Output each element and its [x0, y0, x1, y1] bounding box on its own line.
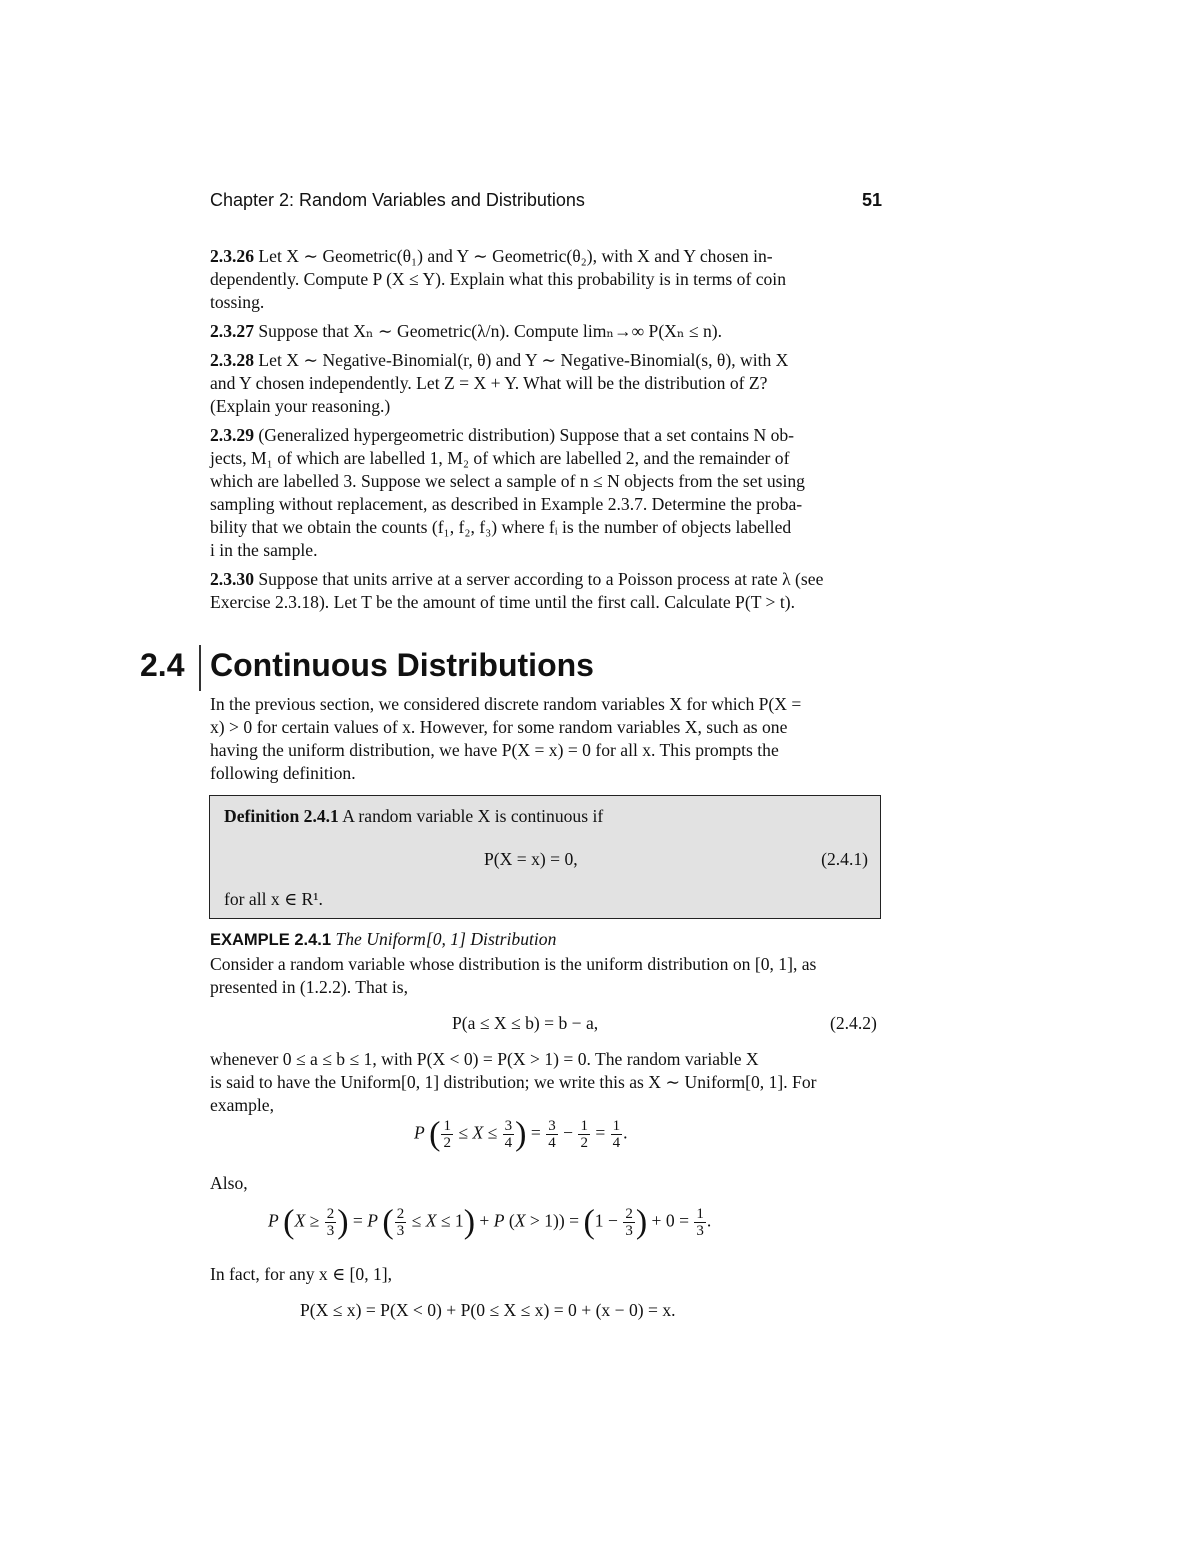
- intro-line: x) > 0 for certain values of x. However, for some random variables X, such as one: [210, 717, 788, 737]
- exercise-text: Suppose that Xₙ ∼ Geometric(λ/n). Compute limₙ→∞ P(Xₙ ≤ n).: [253, 321, 723, 341]
- example-label: EXAMPLE 2.4.1: [210, 931, 332, 949]
- example-continued: [210, 1048, 884, 1117]
- fraction-equation-2: P (X ≥ $\frac{2}{3}$ ) = P ( $\frac{2}{3}$ ≤ X ≤ 1) + P (X > 1)) = (1 − $\frac{2}{3}$ ) + 0 = $\frac{1}{3}$ .: [268, 1203, 712, 1241]
- running-header: [210, 190, 882, 214]
- exercise: [210, 568, 884, 614]
- exercise-text: i in the sample.: [210, 540, 318, 560]
- example-line: is said to have the Uniform[0, 1] distribution; we write this as X ∼ Uniform[0, 1]. For: [210, 1072, 817, 1092]
- exercise-number: 2.3.29: [210, 425, 254, 445]
- exercise-text: Let X ∼ Geometric(θ₁) and Y ∼ Geometric(θ₂), with X and Y chosen in-: [253, 246, 773, 266]
- exercise: [210, 424, 884, 562]
- example-line: presented in (1.2.2). That is,: [210, 977, 409, 997]
- equation-tag: (2.4.1): [821, 849, 868, 869]
- infact-line: [210, 1263, 884, 1286]
- exercise-text: jects, M₁ of which are labelled 1, M₂ of which are labelled 2, and the remainder of: [210, 448, 790, 468]
- exercise-text: Let X ∼ Negative-Binomial(r, θ) and Y ∼ Negative-Binomial(s, θ), with X: [253, 350, 789, 370]
- example-text: [210, 953, 884, 999]
- intro-line: having the uniform distribution, we have P(X = x) = 0 for all x. This prompts the: [210, 740, 779, 760]
- intro-text: [210, 693, 884, 785]
- example-body: [210, 953, 884, 999]
- definition-text: A random variable X is continuous if: [338, 806, 604, 826]
- example-line: example,: [210, 1095, 274, 1115]
- exercise-text: (Generalized hypergeometric distribution) Suppose that a set contains N ob-: [253, 425, 795, 445]
- intro-paragraph: [210, 693, 884, 785]
- exercise: [210, 320, 884, 343]
- exercise: [210, 349, 884, 418]
- exercise: [210, 245, 884, 314]
- definition-label: Definition 2.4.1: [224, 806, 339, 826]
- exercise-text: (Explain your reasoning.): [210, 396, 391, 416]
- example-title: The Uniform[0, 1] Distribution: [331, 929, 557, 949]
- exercise-list: [210, 245, 884, 620]
- example-line: whenever 0 ≤ a ≤ b ≤ 1, with P(X < 0) = P(X > 1) = 0. The random variable X: [210, 1049, 759, 1069]
- exercise-text: sampling without replacement, as described in Example 2.3.7. Determine the proba-: [210, 494, 803, 514]
- definition-tail: for all x ∈ R¹.: [224, 889, 323, 909]
- exercise-text: dependently. Compute P (X ≤ Y). Explain what this probability is in terms of coin: [210, 269, 786, 289]
- exercise-text: Exercise 2.3.18). Let T be the amount of time until the first call. Calculate P(T > t).: [210, 592, 795, 612]
- also-line: [210, 1172, 884, 1195]
- section-number: 2.4: [140, 647, 185, 683]
- final-equation: P(X ≤ x) = P(X < 0) + P(0 ≤ X ≤ x) = 0 + (x − 0) = x.: [300, 1300, 676, 1320]
- definition-equation: P(X = x) = 0,: [484, 849, 578, 869]
- definition-statement: [224, 806, 603, 827]
- intro-line: In the previous section, we considered discrete random variables X for which P(X =: [210, 694, 802, 714]
- chapter-title: Chapter 2: Random Variables and Distributions: [210, 190, 585, 210]
- infact-text: In fact, for any x ∈ [0, 1],: [210, 1264, 393, 1284]
- definition-box: [209, 795, 881, 919]
- intro-line: following definition.: [210, 763, 356, 783]
- fraction-equation-1: P ( $\frac{1}{2}$ ≤ X ≤ $\frac{3}{4}$ ) = $\frac{3}{4}$ − $\frac{1}{2}$ = $\frac{1}{4}$ .: [414, 1115, 628, 1153]
- section-divider: [199, 645, 201, 691]
- page-number: 51: [861, 190, 882, 210]
- exercise-text: and Y chosen independently. Let Z = X + Y. What will be the distribution of Z?: [210, 373, 768, 393]
- exercise-number: 2.3.27: [210, 321, 254, 341]
- also-text: Also,: [210, 1173, 248, 1193]
- section-heading: [140, 645, 940, 689]
- exercise-text: bility that we obtain the counts (f₁, f₂, f₃) where fᵢ is the number of objects labelled: [210, 517, 792, 537]
- equation-2-4-2: P(a ≤ X ≤ b) = b − a,: [452, 1013, 599, 1033]
- exercise-number: 2.3.28: [210, 350, 254, 370]
- exercise-text: tossing.: [210, 292, 265, 312]
- section-title: Continuous Distributions: [210, 647, 594, 683]
- example-heading: [210, 929, 556, 950]
- exercise-number: 2.3.26: [210, 246, 254, 266]
- example-line: Consider a random variable whose distribution is the uniform distribution on [0, 1], as: [210, 954, 817, 974]
- example-text: [210, 1048, 884, 1117]
- exercise-text: which are labelled 3. Suppose we select a sample of n ≤ N objects from the set using: [210, 471, 805, 491]
- exercise-text: Suppose that units arrive at a server according to a Poisson process at rate λ (see: [253, 569, 824, 589]
- exercise-number: 2.3.30: [210, 569, 254, 589]
- equation-tag: (2.4.2): [830, 1013, 877, 1033]
